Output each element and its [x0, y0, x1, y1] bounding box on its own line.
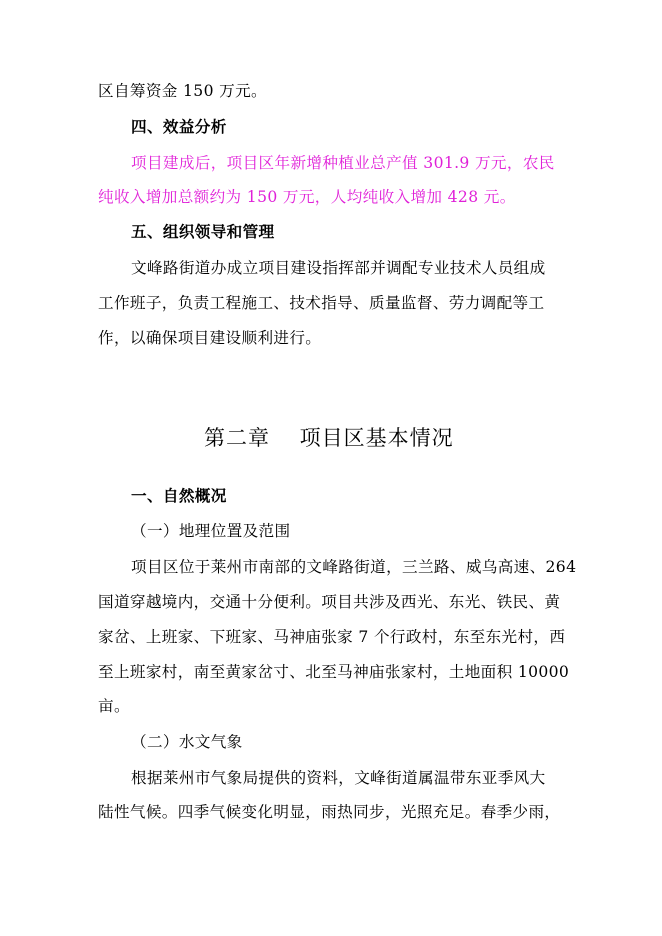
chapter-title: 第二章 项目区基本情况: [204, 426, 454, 450]
section-5-line-3: 作，以确保项目建设顺利进行。: [98, 329, 322, 347]
subsection-1-line-2: 国道穿越境内，交通十分便利。项目共涉及西光、东光、铁民、黄: [98, 593, 561, 611]
subsection-1-line-4: 至上班家村，南至黄家岔寸、北至马神庙张家村，土地面积 10000: [98, 663, 570, 681]
subsection-2-line-2: 陆性气候。四季气候变化明显，雨热同步，光照充足。春季少雨，: [98, 803, 561, 821]
section-5-heading: 五、组织领导和管理: [131, 223, 275, 241]
subsection-1-line-5: 亩。: [98, 697, 130, 715]
intro-line: 区自筹资金 150 万元。: [98, 82, 267, 100]
section-4-line-2: 纯收入增加总额约为 150 万元，人均纯收入增加 428 元。: [98, 188, 516, 206]
subsection-1-line-3: 家岔、上班家、下班家、马神庙张家 7 个行政村，东至东光村，西: [98, 628, 566, 646]
section-4-line-1: 项目建成后，项目区年新增种植业总产值 301.9 万元，农民: [131, 154, 555, 172]
section-5-line-1: 文峰路街道办成立项目建设指挥部并调配专业技术人员组成: [131, 259, 546, 277]
subsection-1-line-1: 项目区位于莱州市南部的文峰路街道，三兰路、威乌高速、264: [131, 558, 577, 576]
section-4-heading: 四、效益分析: [131, 118, 227, 136]
subsection-2-line-1: 根据莱州市气象局提供的资料，文峰街道属温带东亚季风大: [131, 769, 546, 787]
section-1-heading: 一、自然概况: [131, 487, 227, 505]
section-5-line-2: 工作班子，负责工程施工、技术指导、质量监督、劳力调配等工: [98, 294, 545, 312]
subsection-1-heading: （一）地理位置及范围: [131, 522, 291, 540]
subsection-2-heading: （二）水文气象: [131, 733, 243, 751]
